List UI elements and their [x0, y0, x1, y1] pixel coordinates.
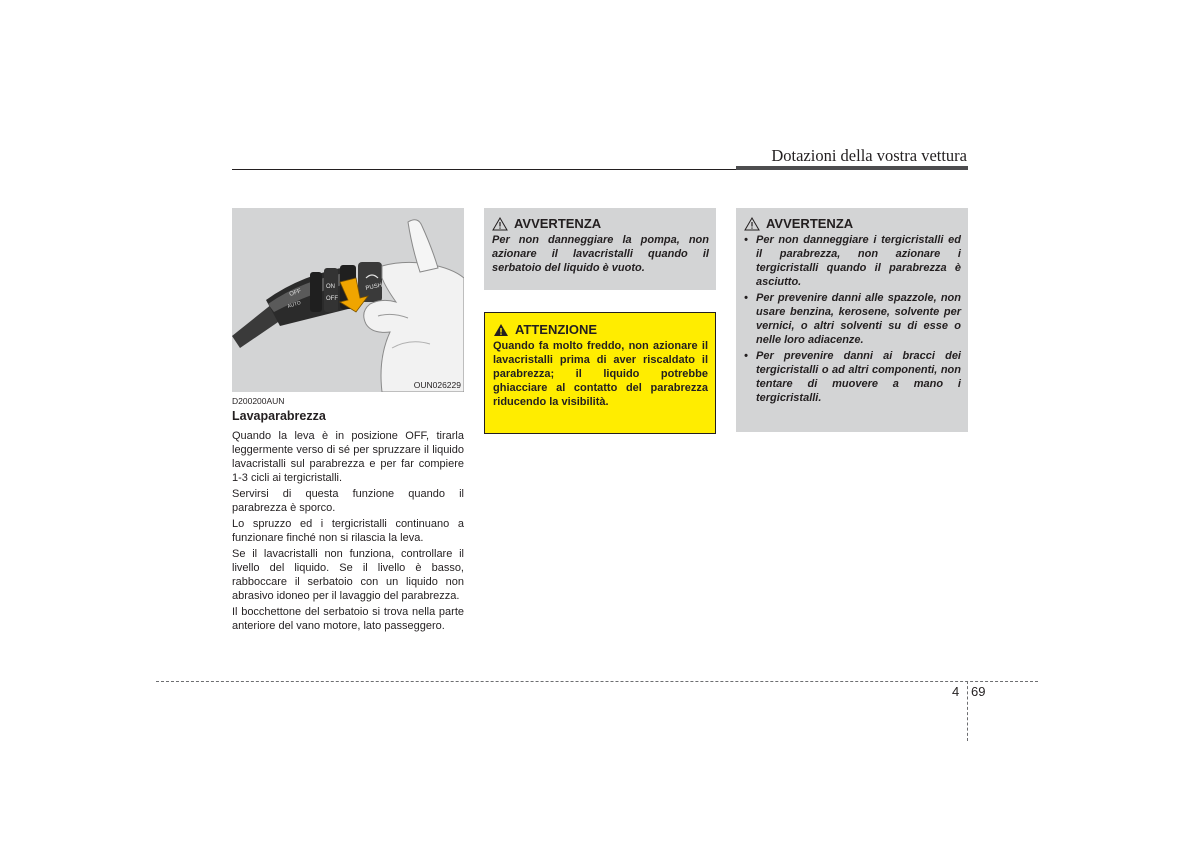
warning-triangle-icon [744, 217, 760, 231]
bullet: • [744, 350, 748, 362]
footer-rule [156, 681, 1038, 682]
warning-triangle-icon [492, 217, 508, 231]
warning-item-text: Per non danneggiare i tergicristalli ed il parabrezza, non azionare i tergicristalli quando il parabrezza è asciutto. [756, 234, 961, 288]
running-header: Dotazioni della vostra vettura [771, 146, 967, 165]
warning-title: AVVERTENZA [766, 216, 854, 231]
warning-box-pump [484, 208, 716, 290]
warning-title: AVVERTENZA [514, 216, 602, 231]
header-rule-accent [736, 166, 968, 170]
body-paragraph: Quando la leva è in posizione OFF, tirarla leggermente verso di sé per spruzzare il liquido lavacristalli sul parabrezza e per far compiere 1-3 cicli ai tergicristalli. [232, 430, 464, 484]
warning-text: Per non danneggiare la pompa, non azionare il lavacristalli quando il serbatoio del liquido è vuoto. [492, 234, 709, 274]
page-number: 69 [971, 684, 986, 699]
warning-box-wipers [736, 208, 968, 432]
lever-label-auto: AUTO [286, 299, 302, 310]
warning-title-row [492, 216, 709, 231]
warning-list-item [744, 233, 961, 289]
lever-label-off-2: OFF [326, 296, 338, 302]
caution-title: ATTENZIONE [515, 322, 598, 337]
lever-label-on: ON [326, 284, 335, 290]
lever-hand-drawing [232, 208, 464, 392]
section-heading: Lavaparabrezza [232, 409, 326, 423]
body-text [232, 429, 464, 635]
footer-divider [967, 681, 968, 741]
bullet: • [744, 234, 748, 246]
body-paragraph: Se il lavacristalli non funziona, controllare il livello del liquido. Se il livello è basso, rabboccare il serbatoio con un liquido non abrasivo idoneo per il lavaggio del parabrezza. [232, 548, 464, 602]
body-paragraph: Il bocchettone del serbatoio si trova nella parte anteriore del vano motore, lato passeggero. [232, 606, 464, 632]
wiper-lever-illustration [232, 208, 464, 392]
warning-list [744, 233, 961, 405]
caution-box-cold [484, 312, 716, 434]
lever-label-push: PUSH [365, 282, 383, 292]
caution-text: Quando fa molto freddo, non azionare il lavacristalli prima di aver riscaldato il parabrezza; il liquido potrebbe ghiacciare al contatto del parabrezza riducendo la visibilità. [493, 340, 708, 408]
chapter-number: 4 [952, 684, 960, 699]
caution-triangle-icon [493, 323, 509, 337]
body-paragraph: Lo spruzzo ed i tergicristalli continuano a funzionare finché non si rilascia la leva. [232, 518, 464, 544]
lever-label-off: OFF [288, 288, 303, 298]
figure-code: OUN026229 [413, 380, 461, 390]
warning-list-item [744, 291, 961, 347]
caution-title-row [493, 322, 708, 337]
warning-item-text: Per prevenire danni ai bracci dei tergicristalli o ad altri componenti, non tentare di muovere a mano i tergicristalli. [756, 350, 961, 404]
warning-item-text: Per prevenire danni alle spazzole, non usare benzina, kerosene, solvente per vernici, o altri solventi su di esse o nelle loro adiacenze. [756, 292, 961, 346]
document-code: D200200AUN [232, 396, 285, 406]
warning-list-item [744, 349, 961, 405]
header-rule [232, 169, 738, 170]
warning-title-row [744, 216, 961, 231]
body-paragraph: Servirsi di questa funzione quando il parabrezza è sporco. [232, 488, 464, 514]
bullet: • [744, 292, 748, 304]
